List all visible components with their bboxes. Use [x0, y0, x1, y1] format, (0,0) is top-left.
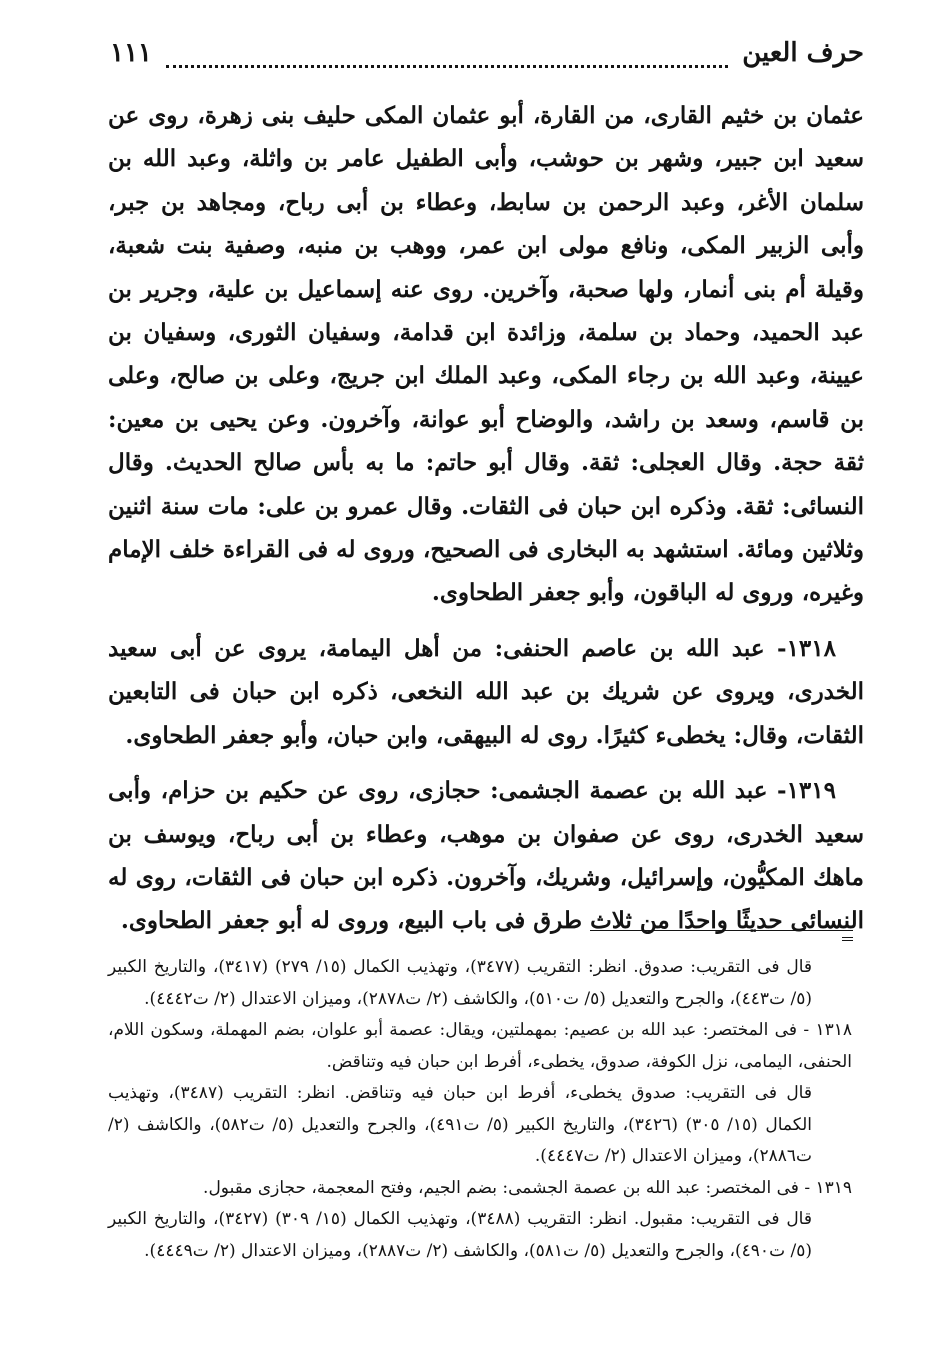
footnote-1319-text: فى المختصر: عبد الله بن عصمة الجشمى: بضم الجيم، وفتح المعجمة، حجازى مقبول.	[203, 1177, 799, 1198]
leader-dots	[166, 49, 728, 68]
footnote-1318-number: ١٣١٨ -	[803, 1020, 853, 1040]
running-header	[110, 38, 864, 78]
paragraph-continuation: عثمان بن خثيم القارى، من القارة، أبو عثمان المكى حليف بنى زهرة، روى عن سعيد ابن جبير، وشهر بن حوشب، وأبى الطفيل عامر بن واثلة، وعبد الله بن سلمان الأغر، وعبد الرحمن بن سابط، وعطاء بن أبى رباح، ومجاهد بن جبر، وأبى الزبير المكى، ونافع مولى ابن عمر، ووهب بن منبه، وصفية بنت شعبة، وقيلة أم بنى أنمار، ولها صحبة، وآخرين. روى عنه إسماعيل بن علية، وجرير بن عبد الحميد، وحماد بن سلمة، وزائدة ابن قدامة، وسفيان الثورى، وسفيان بن عيينة، وعبد الله بن رجاء المكى، وعبد الملك ابن جريج، وعلى بن صالح، وعلى بن قاسم، وسعد بن راشد، والوضاح أبو عوانة، وآخرون. وعن يحيى بن معين: ثقة حجة. وقال العجلى: ثقة. وقال أبو حاتم: ما به بأس صالح الحديث. وقال النسائى: ثقة. وذكره ابن حبان فى الثقات. وقال عمرو بن على: مات سنة اثنين وثلاثين ومائة. استشهد به البخارى فى الصحيح، وروى له فى القراءة خلف الإمام وغيره، وروى له الباقون، وأبو جعفر الطحاوى.	[108, 102, 864, 607]
entry-1319: ١٣١٩- عبد الله بن عصمة الجشمى: حجازى، روى عن حكيم بن حزام، وأبى سعيد الخدرى، روى عن صفوان بن موهب، وعطاء بن أبى رباح، ويوسف بن ماهك المكيُّون، وإسرائيل، وشريك، وآخرون. ذكره ابن حبان فى الثقات، روى له النسائى حديثًا واحدًا من ثلاث طرق فى باب البيع، وروى له أبو جعفر الطحاوى.	[108, 777, 864, 935]
page-number: ١١١	[110, 38, 152, 68]
entry-1318: ١٣١٨- عبد الله بن عاصم الحنفى: من أهل اليمامة، يروى عن أبى سعيد الخدرى، ويروى عن شريك بن عبد الله النخعى، ذكره ابن حبان فى التابعين الثقات، وقال: يخطىء كثيرًا. روى له البيهقى، وابن حبان، وأبو جعفر الطحاوى.	[108, 634, 864, 749]
footnote-1318	[108, 1015, 852, 1078]
footnote-1318-text: فى المختصر: عبد الله بن عصيم: بمهملتين، ويقال: عصمة أبو علوان، بضم المهملة، وسكون اللام، الحنفى، اليمامى، نزل الكوفة، صدوق، يخطىء، أفرط ابن حبان فيه وتناقض.	[108, 1020, 852, 1072]
chapter-title: حرف العين	[742, 38, 864, 68]
footnote-1319-number: ١٣١٩ -	[804, 1177, 852, 1198]
footnote-1318-taqrib: قال فى التقريب: صدوق يخطىء، أفرط ابن حبان فيه وتناقض. انظر: التقريب (٣٤٨٧)، وتهذيب الكمال (١٥/ ٣٠٥) (٣٤٢٦)، والتاريخ الكبير (٥/ ت٤٩١)، والجرح والتعديل (٥/ ت٥٨٢)، والكاشف (٢/ ت٢٨٨٦)، وميزان الاعتدال (٢/ ت٤٤٤٧).	[108, 1083, 813, 1166]
footnotes	[108, 952, 852, 1267]
main-text	[108, 94, 864, 943]
footnote-1319-taqrib: قال فى التقريب: مقبول. انظر: التقريب (٣٤٨٨)، وتهذيب الكمال (١٥/ ٣٠٩) (٣٤٢٧)، والتاريخ الكبير (٥/ ت٤٩٠)، والجرح والتعديل (٥/ ت٥٨١)، والكاشف (٢/ ت٢٨٨٧)، وميزان الاعتدال (٢/ ت٤٤٤٩).	[108, 1209, 812, 1261]
footnote-separator	[590, 930, 853, 931]
footnote-previous-entry: قال فى التقريب: صدوق. انظر: التقريب (٣٤٧٧)، وتهذيب الكمال (١٥/ ٢٧٩) (٣٤١٧)، والتاريخ الكبير (٥/ ت٤٤٣)، والجرح والتعديل (٥/ ت٥١٠)، والكاشف (٢/ ت٢٨٧٨)، وميزان الاعتدال (٢/ ت٤٤٤٢).	[108, 957, 812, 1009]
separator-mark	[842, 937, 853, 938]
footnote-1319	[108, 1173, 852, 1205]
